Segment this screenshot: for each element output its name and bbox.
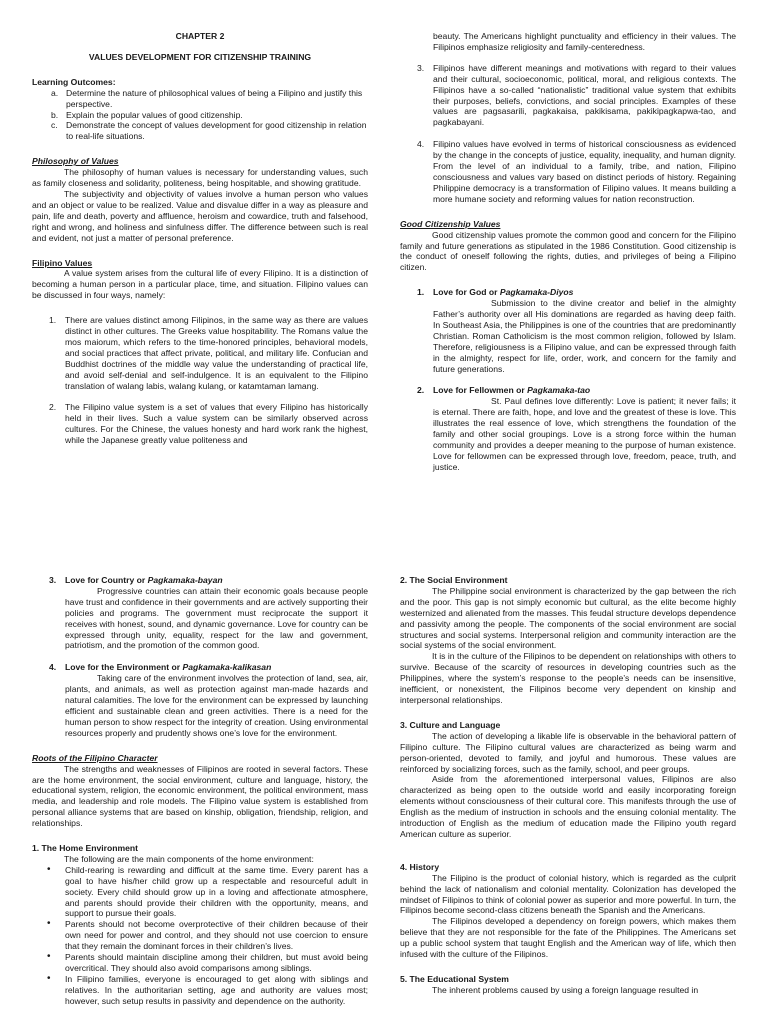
educational-system-heading: 5. The Educational System — [400, 974, 509, 984]
good-citizenship-heading: Good Citizenship Values — [400, 218, 501, 229]
learning-outcomes-list — [32, 88, 368, 143]
history-heading: 4. History — [400, 861, 440, 872]
filipino-values-list-cont — [400, 63, 736, 205]
paragraph: Good citizenship values promote the common good and concern for the Filipino family and future generations as stipulated in the 1986 Constitution. Good citizenship is the conduct of oneself following the rights, duties, and privileges of being a Filipino citizen. — [400, 229, 736, 273]
list-item: 1. There are values distinct among Filipinos, in the same way as there are values distinct in other cultures. The Greeks value hospitability. The Romans value the mos maiorum, which refers to the time-honored principles, behavioral models, and social practices that affect private, political, and military life. Confucian and Buddhist doctrines of the middle way value the understanding of practical life, and avoid self-denial and self-indulgence. It is an equivalent to the Filipino translation of walang labis, walang kulang, or katamtaman lamang. — [49, 315, 368, 391]
chapter-title: VALUES DEVELOPMENT FOR CITIZENSHIP TRAINING — [88, 51, 312, 62]
list-item: c. Demonstrate the concept of values development for good citizenship in relation to real-life situations. — [51, 120, 367, 142]
filipino-values-heading: Filipino Values — [32, 257, 93, 268]
good-citizenship-values-list — [400, 287, 736, 473]
list-item: • Parents should not become overprotective of their children because of their own need for power and control, and they should not use coercion to ensure that they remain the dominant forces in their children’s lives. — [47, 918, 368, 952]
list-item: 4. Filipino values have evolved in terms of historical consciousness as evidenced by the change in the concepts of justice, equality, inequality, and human dignity. From the level of an individual to a family, tribe, and nation, Filipino consciousness and values vary based on distinct periods of history. Regaining Philippine democracy is a transformation of Filipino values. It means building a more humane society and reforming values for nation reconstruction. — [417, 139, 736, 204]
list-item: • Parents should maintain discipline among their children, but must avoid being overcritical. They should also avoid comparisons among siblings. — [47, 951, 368, 973]
paragraph: The Filipino is the product of colonial history, which is regarded as the culprit behind the lack of nationalism and colonial mentality. Colonization has developed the mindset of Filipinos to think of colonial power as superior and more powerful. In turn, the Filipinos become second-class citizens beneath the Spanish and the Americans. — [400, 872, 736, 916]
good-citizenship-values-list-cont — [32, 575, 368, 739]
list-item: • In Filipino families, everyone is encouraged to get along with siblings and relatives. In the authoritarian setting, age and authority are values most; however, such setup results in passivity and dependence on the authority. — [47, 972, 368, 1006]
philosophy-heading: Philosophy of Values — [32, 156, 119, 167]
page2-left-column — [32, 575, 368, 1007]
social-environment-heading: 2. The Social Environment — [400, 575, 508, 585]
list-item: 2. The Filipino value system is a set of values that every Filipino has historically held in their lives. Such a value system can be similarly observed across cultures. For the Chinese, the values honesty and hard work rank the highest, while the Japanese greatly value politeness and — [49, 402, 368, 446]
learning-outcomes-heading: Learning Outcomes: — [32, 76, 116, 87]
paragraph: A value system arises from the cultural life of every Filipino. It is a distinction of becoming a human person in a particular place, time, and situation. Filipino values can be discussed in four ways, namely: — [32, 268, 368, 301]
list-item: 2. Love for Fellowmen or Pagkamaka-tao St. Paul defines love differently: Love is patient; it never fails; it is eternal. There are faith, hope, and love and the greatest of these is love. This illustrates the real essence of love, which strengthens the foundation of the family and other social groupings. Love is a strong force within the human community and provides a deeper meaning to the purpose of human existence. Love for fellowmen can be expressed through love, freedom, peace, truth, and justice. — [417, 385, 736, 472]
home-environment-list — [32, 865, 368, 1007]
paragraph: The action of developing a likable life is observable in the behavioral pattern of Filipino culture. The Filipino cultural values are characterized as being warm and person-oriented, devoted to family, and joyful and humorous. These values are reinforced by socializing forces, such as the family, school, and peer groups. — [400, 730, 736, 774]
list-item: 4. Love for the Environment or Pagkamaka-kalikasan Taking care of the environment involves the protection of land, sea, air, plants, and animals, as well as protection against man-made hazards and natural calamities. The love for the environment can be expressed by launching efficient and sustainable clean and green activities. There is a need for the human person to show respect for the integrity of creation. Using environmental resources properly and prudently shows one’s love for the environment. — [49, 662, 368, 738]
roots-heading: Roots of the Filipino Character — [32, 752, 158, 763]
paragraph: The philosophy of human values is necessary for understanding values, such as family closeness and solidarity, politeness, being hospitable, and showing gratitude. — [32, 167, 368, 189]
paragraph: The strengths and weaknesses of Filipinos are rooted in several factors. These are the home environment, the social environment, culture and language, history, the educational system, religion, the economic environment, the political environment, mass media, and leadership and role models. The Filipino value system is established from personal alliance systems that are based on kinship, obligation, friendship, religion, and relationships. — [32, 763, 368, 829]
document-page-2 — [0, 545, 768, 1024]
paragraph: The following are the main components of the home environment: — [64, 853, 314, 864]
home-environment-heading: 1. The Home Environment — [32, 843, 139, 854]
list-item: 3. Filipinos have different meanings and motivations with regard to their values and their cultural, socioeconomic, political, moral, and religious contexts. The Filipinos have a so-called “nationalistic” traditional value system that exhibits their purposes, beliefs, convictions, and social principles. Examples of these values are pagsasarili, pagkakaisa, pakikisama, pakikipagkapwa-tao, and pagkabayani. — [417, 62, 736, 128]
list-item: b. Explain the popular values of good citizenship. — [51, 109, 243, 120]
chapter-label: CHAPTER 2 — [175, 31, 225, 41]
paragraph: It is in the culture of the Filipinos to be dependent on relationships with others to survive. Because of the scarcity of resources in developing countries such as the Philippines, where the system’s response to the people’s needs can be insensitive, inefficient, or nonexistent, the Filipinos become very dependent on kinship and interpersonal relationships. — [400, 651, 736, 705]
filipino-values-list — [32, 315, 368, 446]
list-item: • Child-rearing is rewarding and difficult at the same time. Every parent has a goal to have his/her child grow up a respectable and resourceful adult in society. Every child should grow up in a loving and affectionate atmosphere, and parents should provide their children with the opportunity, means, and support to pursue their goals. — [47, 863, 368, 919]
list-item: a. Determine the nature of philosophical values of being a Filipino and justify this perspective. — [51, 87, 363, 109]
paragraph: Aside from the aforementioned interpersonal values, Filipinos are also characterized as being open to the outside world and easily incorporating foreign elements without consciousness of their cultural core. This manifests through the use of English as the medium of instruction in schools and the ensuing colonial mentality. The introduction of English as the medium of education made the Filipino youth regard American culture as superior. — [400, 774, 736, 839]
page1-right-column — [400, 31, 736, 473]
page1-left-column — [32, 31, 368, 446]
culture-language-heading: 3. Culture and Language — [400, 719, 501, 730]
paragraph: The Philippine social environment is characterized by the gap between the rich and the poor. This gap is not simply economic but cultural, as the elite become highly westernized and alienated from the masses. This feudal structure develops dependence and passivity among the people. The components of the social environment are social structures and social systems. Interpersonal religion and community interaction are the social systems of the social environment. — [400, 585, 736, 651]
page2-right-column — [400, 575, 736, 996]
list-item: 1. Love for God or Pagkamaka-Diyos Submission to the divine creator and belief in the almighty Father’s authority over all His dominations are regarded as having deep faith. In Southeast Asia, the Philippines is one of the countries that are predominantly Christian. Roman Catholicism is the most common religion, followed by Islam. Therefore, religiousness is a Filipino value, and can be expressed through faith in the almighty, respect for life, order, work, and concern for the family and future generations. — [417, 287, 736, 374]
paragraph: The subjectivity and objectivity of values involve a human person who values and an object or value to be realized. Value and disvalue differ in a way as pleasure and pain, life and death, poverty and affluence, heroism and cowardice, truth and falsehood, right and wrong, and holiness and sinfulness differ. The difference between such is real and evident, not just a matter of personal preference. — [32, 188, 368, 243]
paragraph: The inherent problems caused by using a foreign language resulted in — [432, 984, 699, 995]
paragraph: beauty. The Americans highlight punctuality and efficiency in their values. The Filipinos emphasize religiosity and family-centeredness. — [433, 31, 736, 52]
list-item: 3. Love for Country or Pagkamaka-bayan Progressive countries can attain their economic goals because people have trust and confidence in their governments and are actively supporting their policies and programs. The government must reciprocate the support it receives with honest, sound, and dynamic governance. Love for country can be expressed through unity, equality, respect for the law and government, patriotism, and the promotion of the common good. — [49, 575, 368, 651]
paragraph: The Filipinos developed a dependency on foreign powers, which makes them believe that they are not responsible for the fate of the Philippines. The Americans set up a public school system that taught English and the American way of life, which then infused with the culture of the Filipinos. — [400, 916, 736, 960]
